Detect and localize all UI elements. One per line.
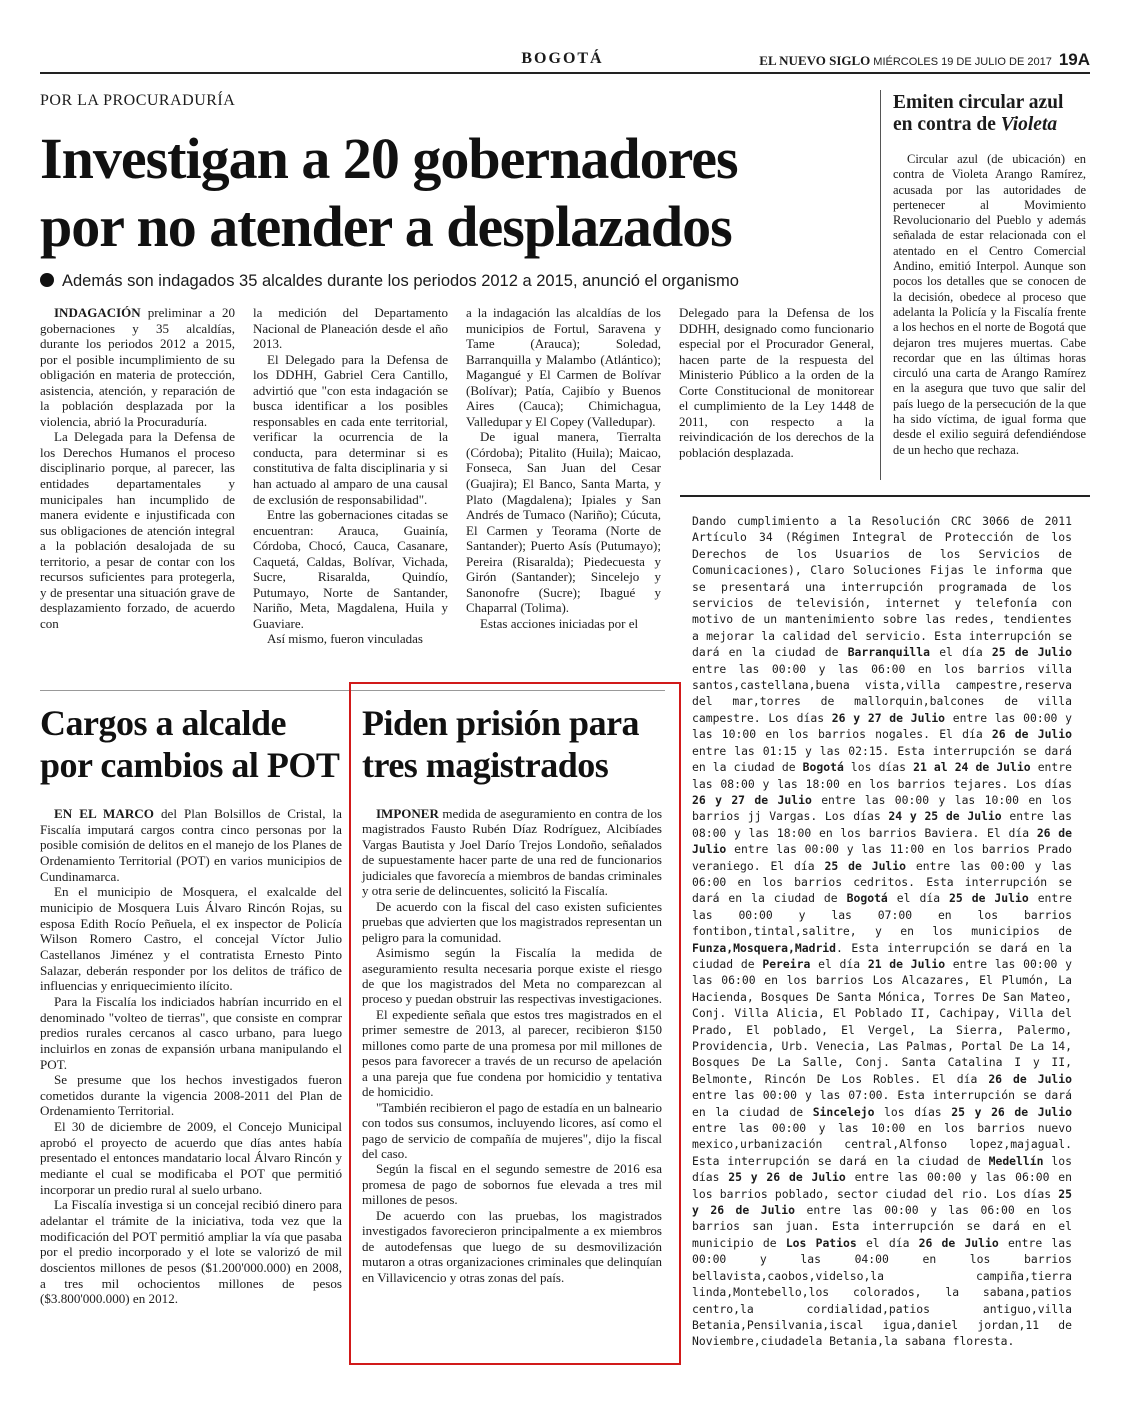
main-story-column-2	[253, 305, 448, 647]
pot-headline-line-2: por cambios al POT	[40, 745, 340, 785]
main-col3-paragraph-1: a la indagación las alcaldías de los municipios de Fortul, Saravena y Tame (Arauca); Soledad, Barranquilla y Malambo (Atlántico); Magangué y El Carmen de Bolívar (Bolívar); Patía, Cajibío y Buenos Aires (Cauca); Chimichagua, Valledupar y El Copey (Valledupar).	[466, 305, 661, 429]
section-name: BOGOTÁ	[521, 50, 604, 67]
magistrados-paragraph-4: El expediente señala que estos tres magistrados en el primer semestre de 2013, al parecer, recibieron $150 millones como parte de una promesa por mil millones de pesos para favorecer a través de un recurso de apelación a una pareja que fue condena por homicidio y tentativa de homicidio.	[362, 1006, 662, 1100]
main-col2-paragraph-2: El Delegado para la Defensa de los DDHH, Gabriel Cera Cantillo, advirtió que "con esta indagación se busca identificar a los posibles responsables en cada ente territorial, verificar la ocurrencia de la conducta, para determinar si es constitutiva de falta disciplinaria y si han actuado al amparo de una causal de exclusión de responsabilidad".	[253, 351, 448, 507]
main-headline-line-1: Investigan a 20 gobernadores	[40, 126, 738, 191]
main-col3-paragraph-3: Estas acciones iniciadas por el	[480, 615, 639, 631]
sidebar-headline	[893, 92, 1093, 137]
magistrados-paragraph-3: Asimismo según la Fiscalía la medida de aseguramiento resulta necesaria porque existe el riesgo de que los magistrados del Meta no comparezcan al proceso y puedan obstruir las respectivas investigaciones.	[362, 945, 662, 1007]
sidebar-headline-line-2: en contra de Violeta	[893, 114, 1058, 136]
bullet-icon	[40, 273, 54, 287]
magistrados-lead-word: IMPONER	[376, 806, 439, 821]
service-interruption-notice: Dando cumplimiento a la Resolución CRC 3066 de 2011 Artículo 34 (Régimen Integral de Protección de los Derechos de los Usuarios de los Servicios de Comunicaciones), Claro Soluciones Fijas le informa que se presentará una interrupción programada de los servicios de televisión, internet y telefonía con motivo de un mantenimiento sobre las redes, tendientes a mejorar la calidad del servicio. Esta interrupción se dará en la ciudad de Barranquilla el día 25 de Julio entre las 00:00 y las 06:00 en los barrios villa santos,castellana,buena vista,villa campestre,reserva del mar,torres de mallorquin,balcones de villa campestre. Los días 26 y 27 de Julio entre las 00:00 y las 10:00 en los barrios nogales. El día 26 de Julio entre las 01:15 y las 02:15. Esta interrupción se dará en la ciudad de Bogotá los días 21 al 24 de Julio entre las 08:00 y las 18:00 en los barrios tejares. Los días 26 y 27 de Julio entre las 00:00 y las 10:00 en los barrios jj Vargas. Los días 24 y 25 de Julio entre las 08:00 y las 18:00 en los barrios Baviera. El día 26 de Julio entre las 00:00 y las 11:00 en los barrios Prado veraniego. El día 25 de Julio entre las 00:00 y las 06:00 en los barrios cedritos. Esta interrupción se dará en la ciudad de Bogotá el día 25 de Julio entre las 00:00 y las 07:00 en los barrios fontibon,tintal,salitre, y en los municipios de Funza,Mosquera,Madrid. Esta interrupción se dará en la ciudad de Pereira el día 21 de Julio entre las 00:00 y las 06:00 en los barrios Los Alcazares, El Plumón, La Hacienda, Bosques De Santa Mónica, Torres De San Mateo, Conj. Villa Alicia, El Poblado II, Cachipay, Villa del Prado, El poblado, El Vergel, La Sierra, Palermo, Providencia, Urb. Venecia, Las Palmas, Portal De La 14, Bosques De La Salle, Conj. Santa Catalina I y II, Belmonte, Rincón De Los Robles. El día 26 de Julio entre las 00:00 y las 07:00. Esta interrupción se dará en la ciudad de Sincelejo los días 25 y 26 de Julio entre las 00:00 y las 10:00 en los barrios nuevo mexico,urbanización central,Alfonso lopez,majagual. Esta interrupción se dará en la ciudad de Medellín los días 25 y 26 de Julio entre las 00:00 y las 06:00 en los barrios poblado, sector ciudad del rio. Los días 25 y 26 de Julio entre las 00:00 y las 06:00 en los barrios san juan. Esta interrupción se dará en el municipio de Los Patios el día 26 de Julio entre las 00:00 y las 04:00 en los barrios bellavista,caobos,videlso,la campiña,tierra linda,Montebello,los colorados, la sabana,patios centro,la cordialidad,patios antiguo,villa Betania,Pensilvania,iscal igua,daniel jordan,11 de Noviembre,ciudadela Betania,la sabana floresta.	[692, 514, 1073, 1349]
pot-story-headline	[40, 705, 350, 783]
main-col2-paragraph-3: Entre las gobernaciones citadas se encuentran: Arauca, Guainía, Córdoba, Chocó, Cauca, Casanare, Caquetá, Caldas, Bolívar, Vichada, Sucre, Risaralda, Quindío, Putumayo, Norte de Santander, Nariño, Meta, Magdalena, Huila y Guaviare.	[253, 507, 448, 631]
main-col1-paragraph-2: La Delegada para la Defensa de los Derechos Humanos el proceso disciplinario porque, al parecer, las entidades departamentales y municipales han incumplido de manera evidente e injustificada con sus obligaciones de atención integral a la población desalojada de su territorio, a pesar de contar con los recursos suficientes para protegerla, y de presentar una situación grave de desplazamiento forzado, de acuerdo con	[40, 429, 235, 631]
main-col2-paragraph-1: la medición del Departamento Nacional de Planeación desde el año 2013.	[253, 305, 448, 352]
pot-paragraph-6: La Fiscalía investiga si un concejal recibió dinero para adelantar el trámite de la iniciativa, toda vez que la modificación del POT permitió ampliar la vía que pasaba por el predio incorporado y el lote se valorizó de mil doscientos millones de pesos ($1.200'000.000) en 2008, a tres mil ochocientos millones de pesos ($3.800'000.000) en 2012.	[40, 1197, 342, 1307]
magistrados-paragraph-1: IMPONER medida de aseguramiento en contra de los magistrados Fausto Rubén Díaz Rodríguez, Alcibíades Vargas Bautista y Joel Darío Trejos Londoño, señalados de supuestamente hacer parte de una red de funcionarios judiciales que favorecía a miembros de bandas criminales y otra serie de delincuentes, solicitó la Fiscalía.	[362, 806, 662, 899]
masthead-rule	[40, 72, 1090, 74]
sidebar-body: Circular azul (de ubicación) en contra de Violeta Arango Ramírez, acusada por las autoridades de pertenecer al Movimiento Revolucionario del Pueblo y además señalada de estar relacionada con el atentado en el Centro Comercial Andino, emitió Interpol. Aunque son pocos los detalles que se conocen de la decisión, obedece al proceso que adelanta la Policía y la Fiscalía frente a los hechos en el norte de Bogotá que dejaron tres mujeres muertas. Cabe recordar que en las últimas horas circuló una carta de Arango Ramírez en la asegura que tuvo que salir del país luego de la persecución de la que ha sido víctima, de igual forma que desde el exilio seguirá defendiéndose de un hecho que rechaza.	[893, 152, 1086, 457]
newspaper-brand: EL NUEVO SIGLO	[759, 53, 871, 68]
magistrados-story-body	[362, 806, 662, 1285]
sidebar-headline-name: Violeta	[1000, 114, 1058, 136]
pot-paragraph-5: El 30 de diciembre de 2009, el Concejo Municipal aprobó el proyecto de acuerdo que días antes había presentado el entonces mandatario local Álvaro Rincón y mediante el cual se modificaba el POT que permitió incorporar un predio rural al suelo urbano.	[40, 1119, 342, 1197]
main-story-kicker: POR LA PROCURADURÍA	[40, 92, 236, 109]
pot-paragraph-4: Se presume que los hechos investigados fueron cometidos durante la vigencia 2008-2011 del Plan de Ordenamiento Territorial.	[40, 1072, 342, 1119]
main-col1-paragraph-1: INDAGACIÓN preliminar a 20 gobernaciones y 35 alcaldías, durante los periodos 2012 a 2015, por el posible incumplimiento de su obligación en materia de protección, asistencia, atención, y reparación de la población desplazada por la violencia, abrió la Procuraduría.	[40, 305, 235, 429]
main-story-column-3	[466, 305, 661, 631]
main-story-column-4	[679, 305, 874, 460]
main-story-deck	[40, 272, 880, 291]
pot-paragraph-2: En el municipio de Mosquera, el exalcalde del municipio de Mosquera Luis Álvaro Rincón Rojas, su esposa Edith Rocío Peñuela, el ex inspector de Policía Wilson Romero Castro, el concejal Víctor Julio Castellanos Jiménez y el contratista Ernesto Pinto Salazar, deberán responder por los delitos de tráfico de influencias y enriquecimiento ilícito.	[40, 884, 342, 994]
issue-date: MIÉRCOLES 19 DE JULIO DE 2017	[873, 56, 1052, 68]
pot-story-body	[40, 806, 342, 1307]
main-col2-paragraph-4: Así mismo, fueron vinculadas	[267, 631, 423, 647]
magistrados-headline-line-2: tres magistrados	[362, 745, 609, 785]
magistrados-headline-line-1: Piden prisión para	[362, 703, 640, 743]
pot-lead-words: EN EL MARCO	[54, 806, 154, 821]
magistrados-paragraph-2: De acuerdo con la fiscal del caso existen suficientes pruebas que advierten que los magistrados representan un peligro para la comunidad.	[362, 898, 662, 945]
main-headline-line-2: por no atender a desplazados	[40, 194, 732, 259]
notice-top-rule	[680, 495, 1090, 497]
sidebar-headline-line-1: Emiten circular azul	[893, 92, 1064, 113]
main-deck-text: Además son indagados 35 alcaldes durante los periodos 2012 a 2015, anunció el organismo	[62, 272, 739, 290]
masthead-info	[720, 50, 1090, 70]
sidebar-vertical-rule	[880, 90, 881, 480]
main-col4-paragraph-1: Delegado para la Defensa de los DDHH, designado como funcionario especial por el Procurador General, hacen parte de la respuesta del Ministerio Público a la orden de la Corte Constitucional de monitorear el cumplimiento de la Ley 1448 de 2011, con respecto a la reivindicación de los derechos de la población desplazada.	[679, 305, 874, 460]
main-story-column-1	[40, 305, 235, 631]
magistrados-paragraph-7: De acuerdo con las pruebas, los magistrados investigados favorecieron principalmente a ex miembros de autodefensas que luego de su desmovilización mutaron a otras organizaciones criminales que delinquían en Villavicencio y otras zonas del país.	[362, 1207, 662, 1285]
magistrados-paragraph-6: Según la fiscal en el segundo semestre de 2016 esa promesa de pago de sobornos fue elevada a tres mil millones de pesos.	[362, 1161, 662, 1208]
pot-paragraph-1: EN EL MARCO del Plan Bolsillos de Cristal, la Fiscalía imputará cargos contra cinco personas por la posible comisión de delitos en el manejo de los Planes de Ordenamiento Territorial (POT) en varios municipios de Cundinamarca.	[40, 806, 342, 884]
magistrados-story-headline	[362, 705, 672, 783]
pot-headline-line-1: Cargos a alcalde	[40, 703, 286, 743]
main-story-headline	[40, 126, 880, 259]
page-number: 19A	[1058, 50, 1090, 69]
main-lead-word: INDAGACIÓN	[54, 305, 141, 320]
magistrados-paragraph-5: "También recibieron el pago de estadía en un balneario con todos sus consumos, incluyendo licores, así como el pago de servicio de compañía de mujeres", dijo la fiscal del caso.	[362, 1099, 662, 1161]
pot-paragraph-3: Para la Fiscalía los indiciados habrían incurrido en el denominado "volteo de tierras", que consiste en comprar predios rurales cercanos al casco urbano, para luego incluirlos en zonas de expansión urbana manipulando el POT.	[40, 993, 342, 1072]
main-col3-paragraph-2: De igual manera, Tierralta (Córdoba); Pitalito (Huila); Maicao, Fonseca, San Juan del Cesar (Guajira); El Banco, Santa Marta, y Plato (Magdalena); Ipiales y San Andrés de Tumaco (Nariño); Cúcuta, El Carmen y Teorama (Norte de Santander); Puerto Asís (Putumayo); Pereira (Risaralda); Piedecuesta y Girón (Santander); Sincelejo y Sanonofre (Sucre); Ibagué y Chaparral (Tolima).	[466, 429, 661, 616]
